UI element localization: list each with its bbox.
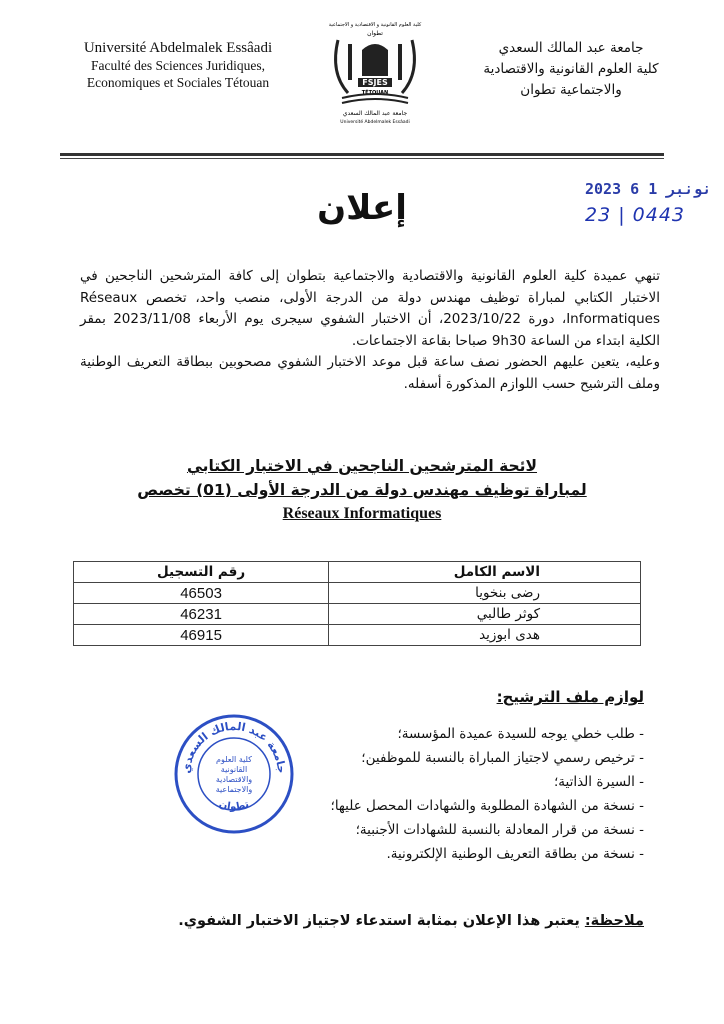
list-item: - نسخة من بطاقة التعريف الوطنية الإلكترونية.	[224, 842, 644, 866]
seal-bottom-text: تطوان	[217, 798, 251, 813]
seal-inner-line2: القانونية	[220, 765, 248, 774]
candidate-name: هدى ابوزيد	[329, 625, 641, 646]
header-divider-thin	[60, 158, 664, 159]
seal-outer-text: جامعة عبد المالك السعدي	[179, 719, 289, 775]
registration-number: 46915	[74, 625, 329, 646]
candidate-name: رضى بنخويا	[329, 583, 641, 604]
table-header-row	[74, 562, 641, 583]
note-text: يعتبر هذا الإعلان بمثابة استدعاء لاجتياز الاختبار الشفوي.	[178, 913, 585, 929]
note	[178, 913, 644, 929]
body-paragraph-2: وعليه، يتعين عليهم الحضور نصف ساعة قبل موعد الاختبار الشفوي مصحوبين ببطاقة التعريف الوطنية وملف الترشيح حسب اللوازم المذكورة أسفله.	[80, 354, 660, 392]
list-title-line3: Réseaux Informatiques	[282, 505, 442, 522]
logo-univ-ar: جامعة عبد المالك السعدي	[342, 110, 408, 117]
table-row	[74, 583, 641, 604]
seal-inner-line4: والاجتماعية	[215, 785, 253, 794]
list-title-line2: لمباراة توظيف مهندس دولة من الدرجة الأولى (01) تخصص	[137, 481, 587, 499]
svg-text:تطوان	[218, 799, 251, 813]
date-stamp: 2023 نونبر 1 6	[585, 180, 712, 198]
faculty-name-ar-line1: كلية العلوم القانونية والاقتصادية	[483, 61, 659, 77]
header-arabic	[456, 38, 686, 101]
candidates-list-title	[60, 454, 664, 526]
list-item: - نسخة من قرار المعادلة بالنسبة للشهادات الأجنبية؛	[224, 818, 644, 842]
list-item: - نسخة من الشهادة المطلوبة والشهادات المحصل عليها؛	[224, 794, 644, 818]
table-row	[74, 625, 641, 646]
table-row	[74, 604, 641, 625]
requirements-title: لوازم ملف الترشيح:	[496, 688, 644, 706]
official-seal	[172, 712, 296, 836]
candidate-name: كوثر طالبي	[329, 604, 641, 625]
page-title: إعلان	[317, 188, 407, 228]
logo-univ-fr: Université Abdelmalek Essâadi	[340, 120, 410, 125]
list-item: - طلب خطي يوجه للسيدة عميدة المؤسسة؛	[224, 722, 644, 746]
announcement-body	[80, 266, 660, 396]
university-name-fr: Université Abdelmalek Essâadi	[83, 40, 273, 56]
list-item: - ترخيص رسمي لاجتياز المباراة بالنسبة للموظفين؛	[224, 746, 644, 770]
reference-number: 23 | 0443	[585, 204, 686, 226]
note-label: ملاحظة:	[584, 913, 644, 929]
registration-number: 46231	[74, 604, 329, 625]
logo-city: تطوان	[367, 30, 383, 37]
faculty-name-fr-line1: Faculté des Sciences Juridiques,	[91, 58, 265, 73]
university-name-ar: جامعة عبد المالك السعدي	[498, 40, 644, 56]
registration-number: 46503	[74, 583, 329, 604]
seal-inner-line3: والاقتصادية	[215, 775, 253, 784]
header-french	[58, 40, 298, 91]
candidates-table	[73, 561, 641, 646]
logo-city-fr: TÉTOUAN	[361, 90, 389, 96]
logo-acronym: FSJES	[362, 78, 388, 87]
faculty-logo	[320, 18, 430, 126]
faculty-name-ar-line2: والاجتماعية تطوان	[520, 82, 622, 98]
faculty-name-fr-line2: Economiques et Sociales Tétouan	[86, 75, 270, 90]
body-paragraph-1: تنهي عميدة كلية العلوم القانونية والاقتصادية والاجتماعية بتطوان إلى كافة المترشحين الناجحين في الاختبار الكتابي لمباراة توظيف مهندس دولة من الدرجة الأولى، منصب واحد، تخصص Réseaux Informatiques، دورة 2023/10/22، أن الاختبار الشفوي سيجرى يوم الأربعاء 2023/11/08 بمقر الكلية ابتداء من الساعة 9h30 صباحا بقاعة الاجتماعات.	[80, 268, 660, 349]
header-divider-thick	[60, 153, 664, 156]
list-title-line1: لائحة المترشحين الناجحين في الاختبار الكتابي	[186, 457, 538, 475]
seal-inner-line1: كلية العلوم	[216, 755, 252, 764]
list-item: - السيرة الذاتية؛	[224, 770, 644, 794]
column-header-name: الاسم الكامل	[329, 562, 641, 583]
column-header-number: رقم التسجيل	[74, 562, 329, 583]
logo-top-text: كلية العلوم القانونية و الاقتصادية و الاجتماعية	[328, 22, 422, 28]
